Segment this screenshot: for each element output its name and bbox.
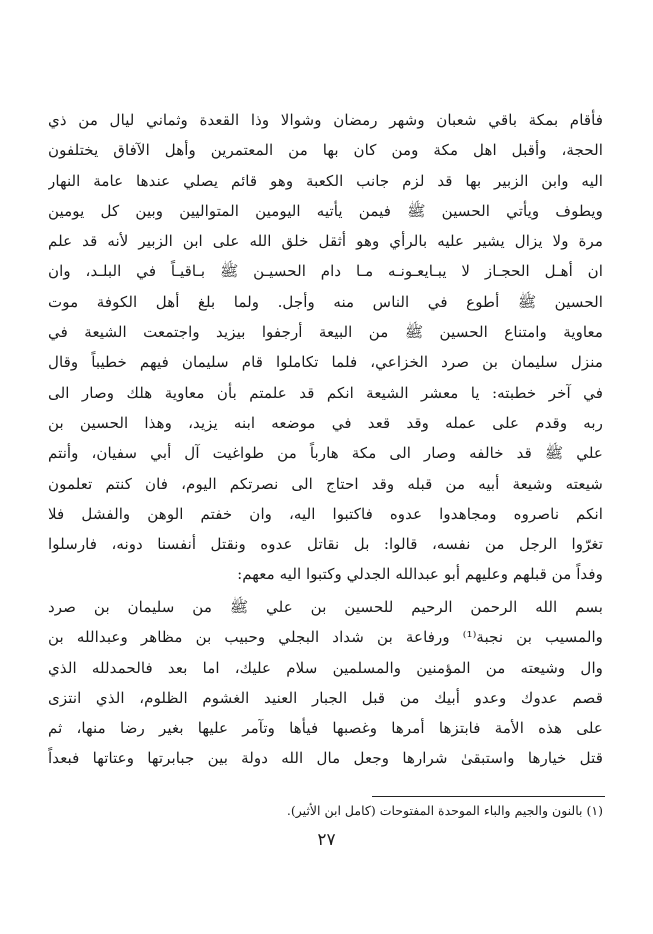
text-line: ربه وقدم على عمله وقد قعد في موضعه ابنه يزيد، وهذا الحسين بن (48, 413, 603, 432)
text-line: والمسيب بن نجبة⁽¹⁾ ورفاعة بن شداد البجلي وحبيب بن مظاهر وعبدالله بن (48, 628, 603, 647)
text-line: على هذه الأمة فابتزها أمرها وغصبها فيأها وتآمر عليها بغير رضا منها، ثم (48, 719, 603, 738)
text-line: فأقام بمكة باقي شعبان وشهر رمضان وشوالا وذا القعدة وثماني ليال من ذي (48, 111, 603, 129)
text-line: علي ﷺ قد خالفه وصار الى مكة هارباً من طواغيت آل أبي سفيان، وأنتم (48, 444, 603, 463)
text-line: في آخر خطبته: يا معشر الشيعة انكم قد علمتم بأن معاوية هلك وصار الى (48, 383, 603, 402)
text-line: ان أهـل الحجـاز لا يبـايعـونـه مـا دام الحسيـن ﷺ بـاقيـاً في البلـد، وان (48, 262, 603, 281)
text-line: مرة ولا يزال يشير عليه بالرأي وهو أثقل خلق الله على ابن الزبير لأنه قد علم (48, 232, 603, 251)
text-line: معاوية وامتناع الحسين ﷺ من البيعة أرجفوا بيزيد واجتمعت الشيعة في (48, 323, 603, 342)
paragraph-1 (48, 105, 603, 590)
page-number: ٢٧ (317, 830, 336, 850)
text-line: الحسين ﷺ أطوع في الناس منه وأجل. ولما بلغ أهل الكوفة موت (48, 292, 603, 311)
text-line: بسم الله الرحمن الرحيم للحسين بن علي ﷺ من سليمان بن صرد (48, 598, 603, 616)
text-line: الحجة، وأقبل اهل مكة ومن كان بها من المعتمرين وأهل الآفاق يختلفون (48, 141, 603, 160)
footnote: (١) بالنون والجيم والباء الموحدة المفتوحات (كامل ابن الأثير). (286, 803, 603, 818)
text-line: وال وشيعته من المؤمنين والمسلمين سلام عليك، اما بعد فالحمدلله الذي (48, 658, 603, 677)
text-line: تغرّوا الرجل من نفسه، قالوا: بل نقاتل عدوه ونقتل أنفسنا دونه، فارسلوا (48, 535, 603, 554)
text-line: انكم ناصروه ومجاهدوا عدوه فاكتبوا اليه، وان خفتم الوهن والفشل فلا (48, 504, 603, 523)
text-line: شيعته وشيعة أبيه من قبله وقد احتاج الى نصرتكم اليوم، فان كنتم تعلمون (48, 474, 603, 493)
text-line: منزل سليمان بن صرد الخزاعي، فلما تكاملوا قام سليمان فيهم خطيباً وقال (48, 353, 603, 372)
text-line: ويطوف ويأتي الحسين ﷺ فيمن يأتيه اليومين المتواليين وبين كل يومين (48, 201, 603, 220)
text-line: اليه وابن الزبير بها قد لزم جانب الكعبة وهو قائم يصلي عندها عامة النهار (48, 171, 603, 190)
text-line: وفداً من قبلهم وعليهم أبو عبدالله الجدلي وكتبوا اليه معهم: (237, 565, 603, 584)
paragraph-2 (48, 592, 603, 774)
text-line: قصم عدوك وعدو أبيك من قبل الجبار العنيد الغشوم الظلوم، الذي انتزى (48, 688, 603, 707)
footnote-divider (372, 796, 605, 797)
text-line: قتل خيارها واستبقىٰ شرارها وجعل مال الله دولة بين جبابرتها وعتاتها فبعداً (48, 749, 603, 768)
